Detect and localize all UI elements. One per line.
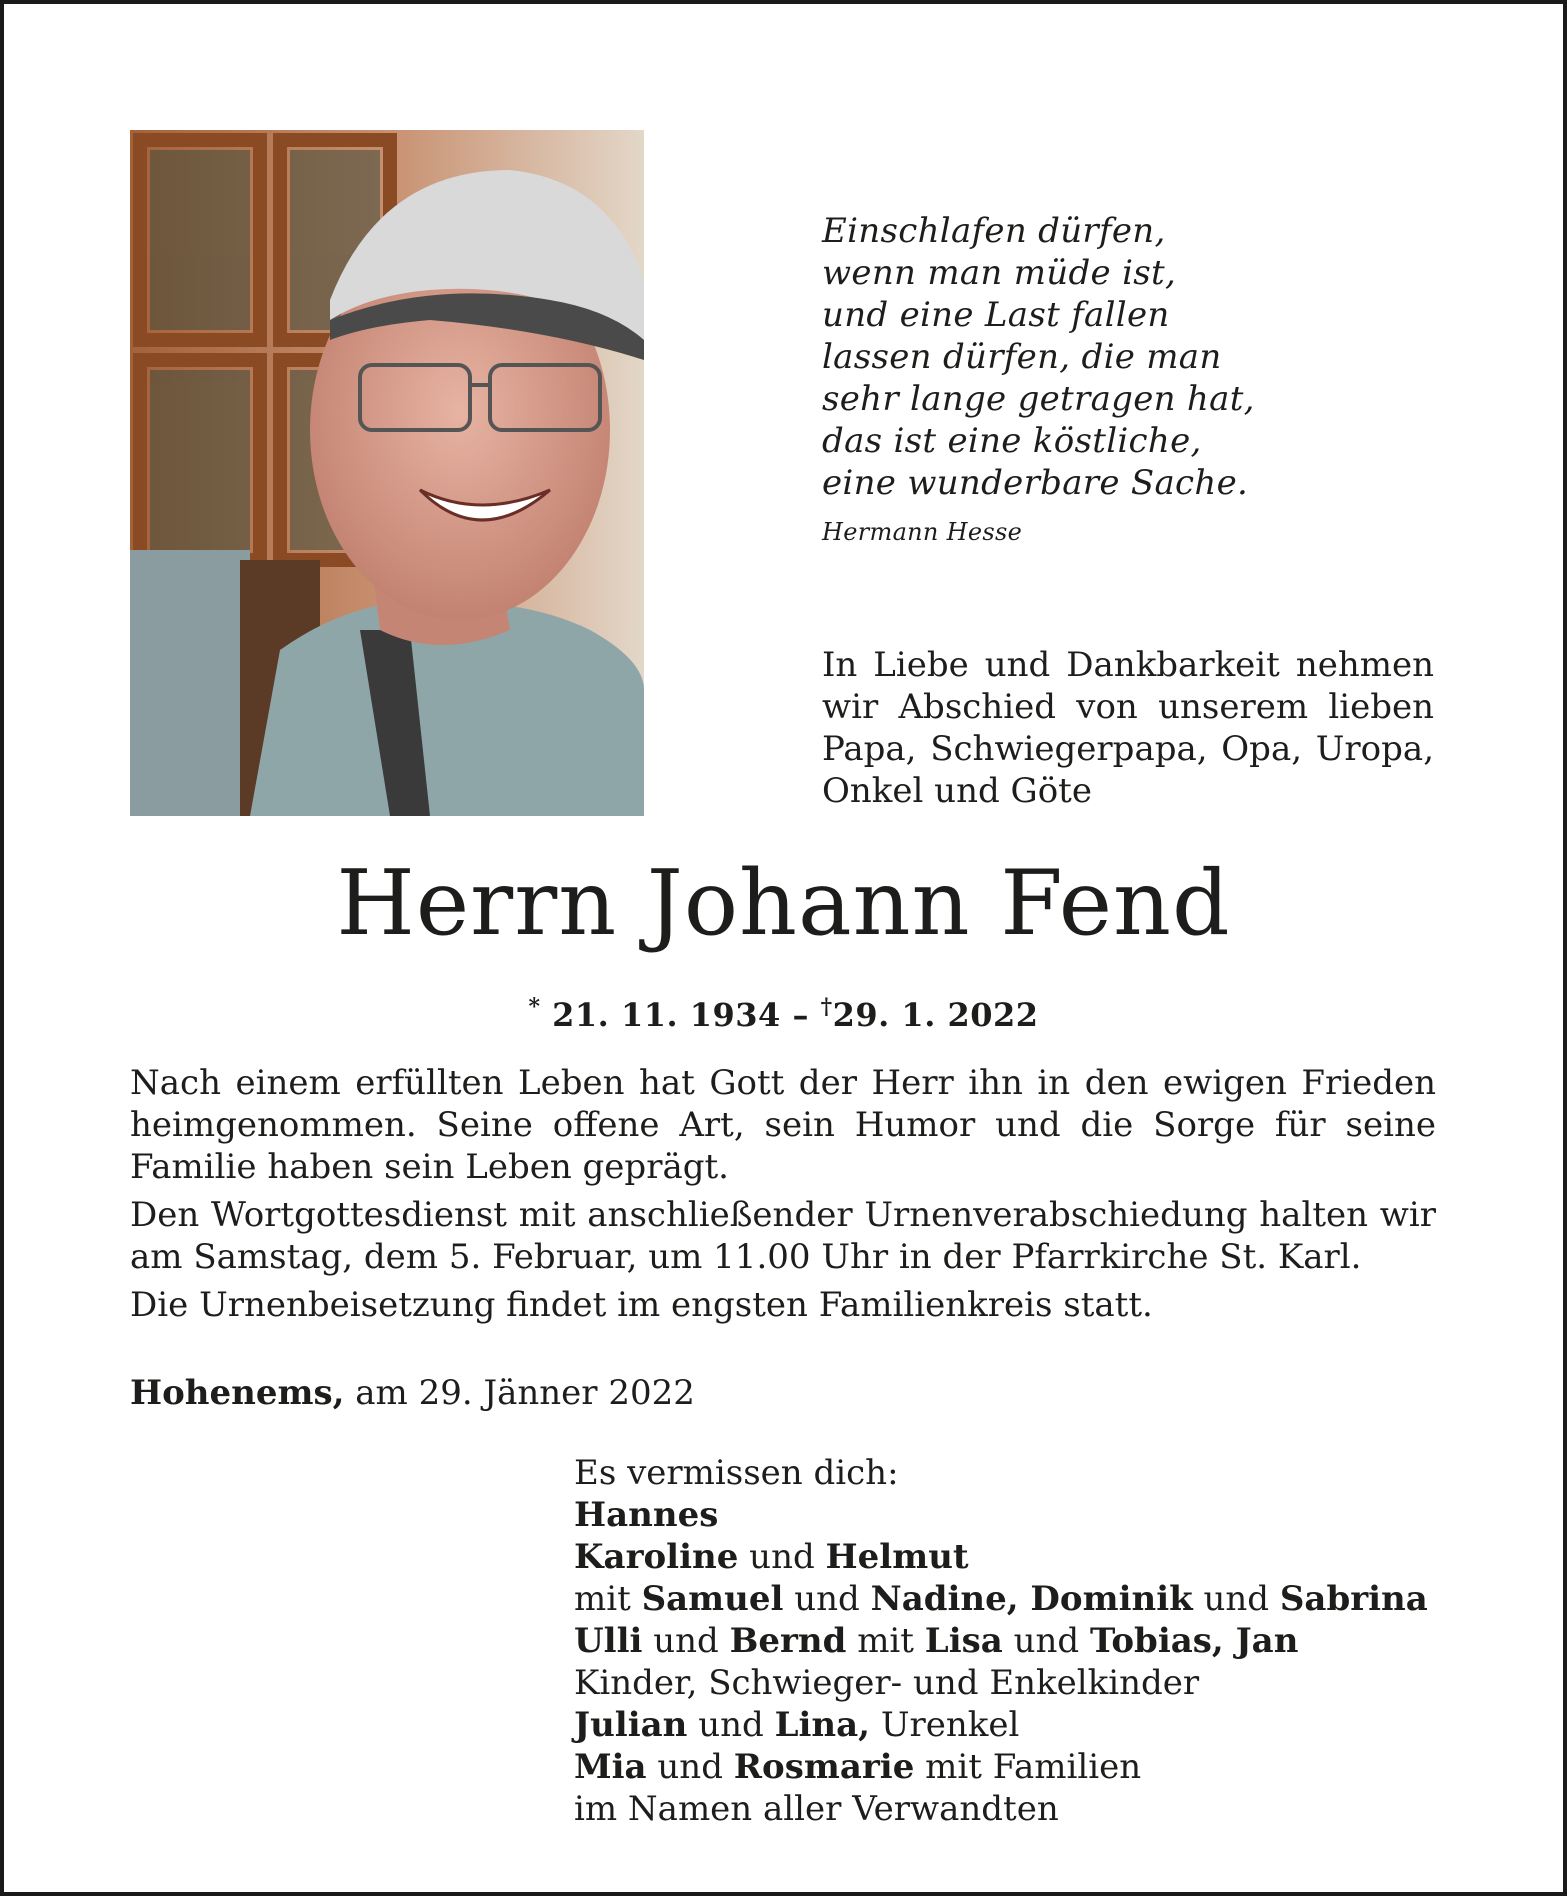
- death-symbol: †: [820, 994, 833, 1020]
- mourner-relation: Urenkel: [880, 1705, 1020, 1745]
- mourner-name: Julian: [574, 1705, 688, 1745]
- body-paragraph: Die Urnenbeisetzung findet im engsten Familienkreis statt.: [130, 1285, 1153, 1325]
- connector-word: und: [657, 1747, 723, 1787]
- mourner-line: [574, 1536, 1474, 1578]
- mourner-line: [574, 1620, 1474, 1662]
- connector-word: und: [1203, 1579, 1270, 1619]
- mourner-name: Mia: [574, 1747, 647, 1787]
- birth-date: 21. 11. 1934: [552, 996, 781, 1034]
- connector-word: und: [698, 1705, 764, 1745]
- portrait-photo: [130, 130, 644, 816]
- mourners-intro: Es vermissen dich:: [574, 1453, 899, 1493]
- place-city: Hohenems,: [130, 1373, 345, 1413]
- poem-quote: [822, 210, 1462, 546]
- mourner-name: Lisa: [924, 1621, 1003, 1661]
- quote-line: eine wunderbare Sache.: [822, 463, 1249, 503]
- mourner-line: [574, 1494, 1474, 1536]
- connector-word: und: [749, 1537, 815, 1577]
- mourner-name: Sabrina: [1279, 1579, 1428, 1619]
- body-paragraph: Nach einem erfüllten Leben hat Gott der Herr ihn in den ewigen Frieden heimgenommen. Seine offene Art, sein Humor und die Sorge für seine Familie haben sein Leben geprägt.: [130, 1063, 1436, 1187]
- connector-word: mit: [857, 1621, 914, 1661]
- connector-word: mit: [574, 1579, 631, 1619]
- mourner-name: Rosmarie: [733, 1747, 915, 1787]
- place-date: [130, 1372, 830, 1414]
- mourners-closing: im Namen aller Verwandten: [574, 1789, 1059, 1829]
- connector-word: und: [1013, 1621, 1080, 1661]
- farewell-intro: In Liebe und Dankbarkeit nehmen wir Abschied von unserem lieben Papa, Schwiegerpapa, Opa, Uropa, Onkel und Göte: [822, 645, 1434, 811]
- life-dates: [4, 987, 1563, 1035]
- mourner-name: Lina,: [774, 1705, 870, 1745]
- mourner-name: Tobias, Jan: [1089, 1621, 1299, 1661]
- quote-line: das ist eine köstliche,: [822, 421, 1202, 461]
- quote-line: und eine Last fallen: [822, 295, 1170, 335]
- mourner-relation: Kinder, Schwieger- und Enkelkinder: [574, 1663, 1200, 1703]
- mourner-line: [574, 1704, 1474, 1746]
- connector-word: und: [653, 1621, 719, 1661]
- mourner-name: Nadine, Dominik: [870, 1579, 1193, 1619]
- mourner-name: Samuel: [641, 1579, 784, 1619]
- mourners-list: [574, 1452, 1474, 1830]
- mourner-name: Hannes: [574, 1495, 719, 1535]
- quote-line: wenn man müde ist,: [822, 253, 1177, 293]
- birth-symbol: *: [528, 994, 541, 1020]
- quote-line: sehr lange getragen hat,: [822, 379, 1255, 419]
- obituary-body: [130, 1062, 1436, 1332]
- quote-line: lassen dürfen, die man: [822, 337, 1222, 377]
- place-date-text: am 29. Jänner 2022: [355, 1373, 695, 1413]
- mourner-name: Karoline: [574, 1537, 739, 1577]
- mourner-line: [574, 1578, 1474, 1620]
- mourner-name: Helmut: [825, 1537, 969, 1577]
- quote-line: Einschlafen dürfen,: [822, 211, 1166, 251]
- death-date: 29. 1. 2022: [832, 996, 1039, 1034]
- mourner-relation: mit Familien: [925, 1747, 1142, 1787]
- deceased-name: Herrn Johann Fend: [336, 851, 1231, 956]
- connector-word: und: [794, 1579, 860, 1619]
- mourner-name: Ulli: [574, 1621, 643, 1661]
- quote-author: Hermann Hesse: [822, 518, 1023, 546]
- obituary-page: [4, 4, 1563, 1892]
- date-separator: –: [792, 996, 809, 1034]
- mourner-line: [574, 1746, 1474, 1788]
- portrait-image: [130, 130, 644, 816]
- mourner-name: Bernd: [729, 1621, 847, 1661]
- body-paragraph: Den Wortgottesdienst mit anschließender Urnenverabschiedung halten wir am Samstag, dem 5. Februar, um 11.00 Uhr in der Pfarrkirche St. Karl.: [130, 1195, 1436, 1277]
